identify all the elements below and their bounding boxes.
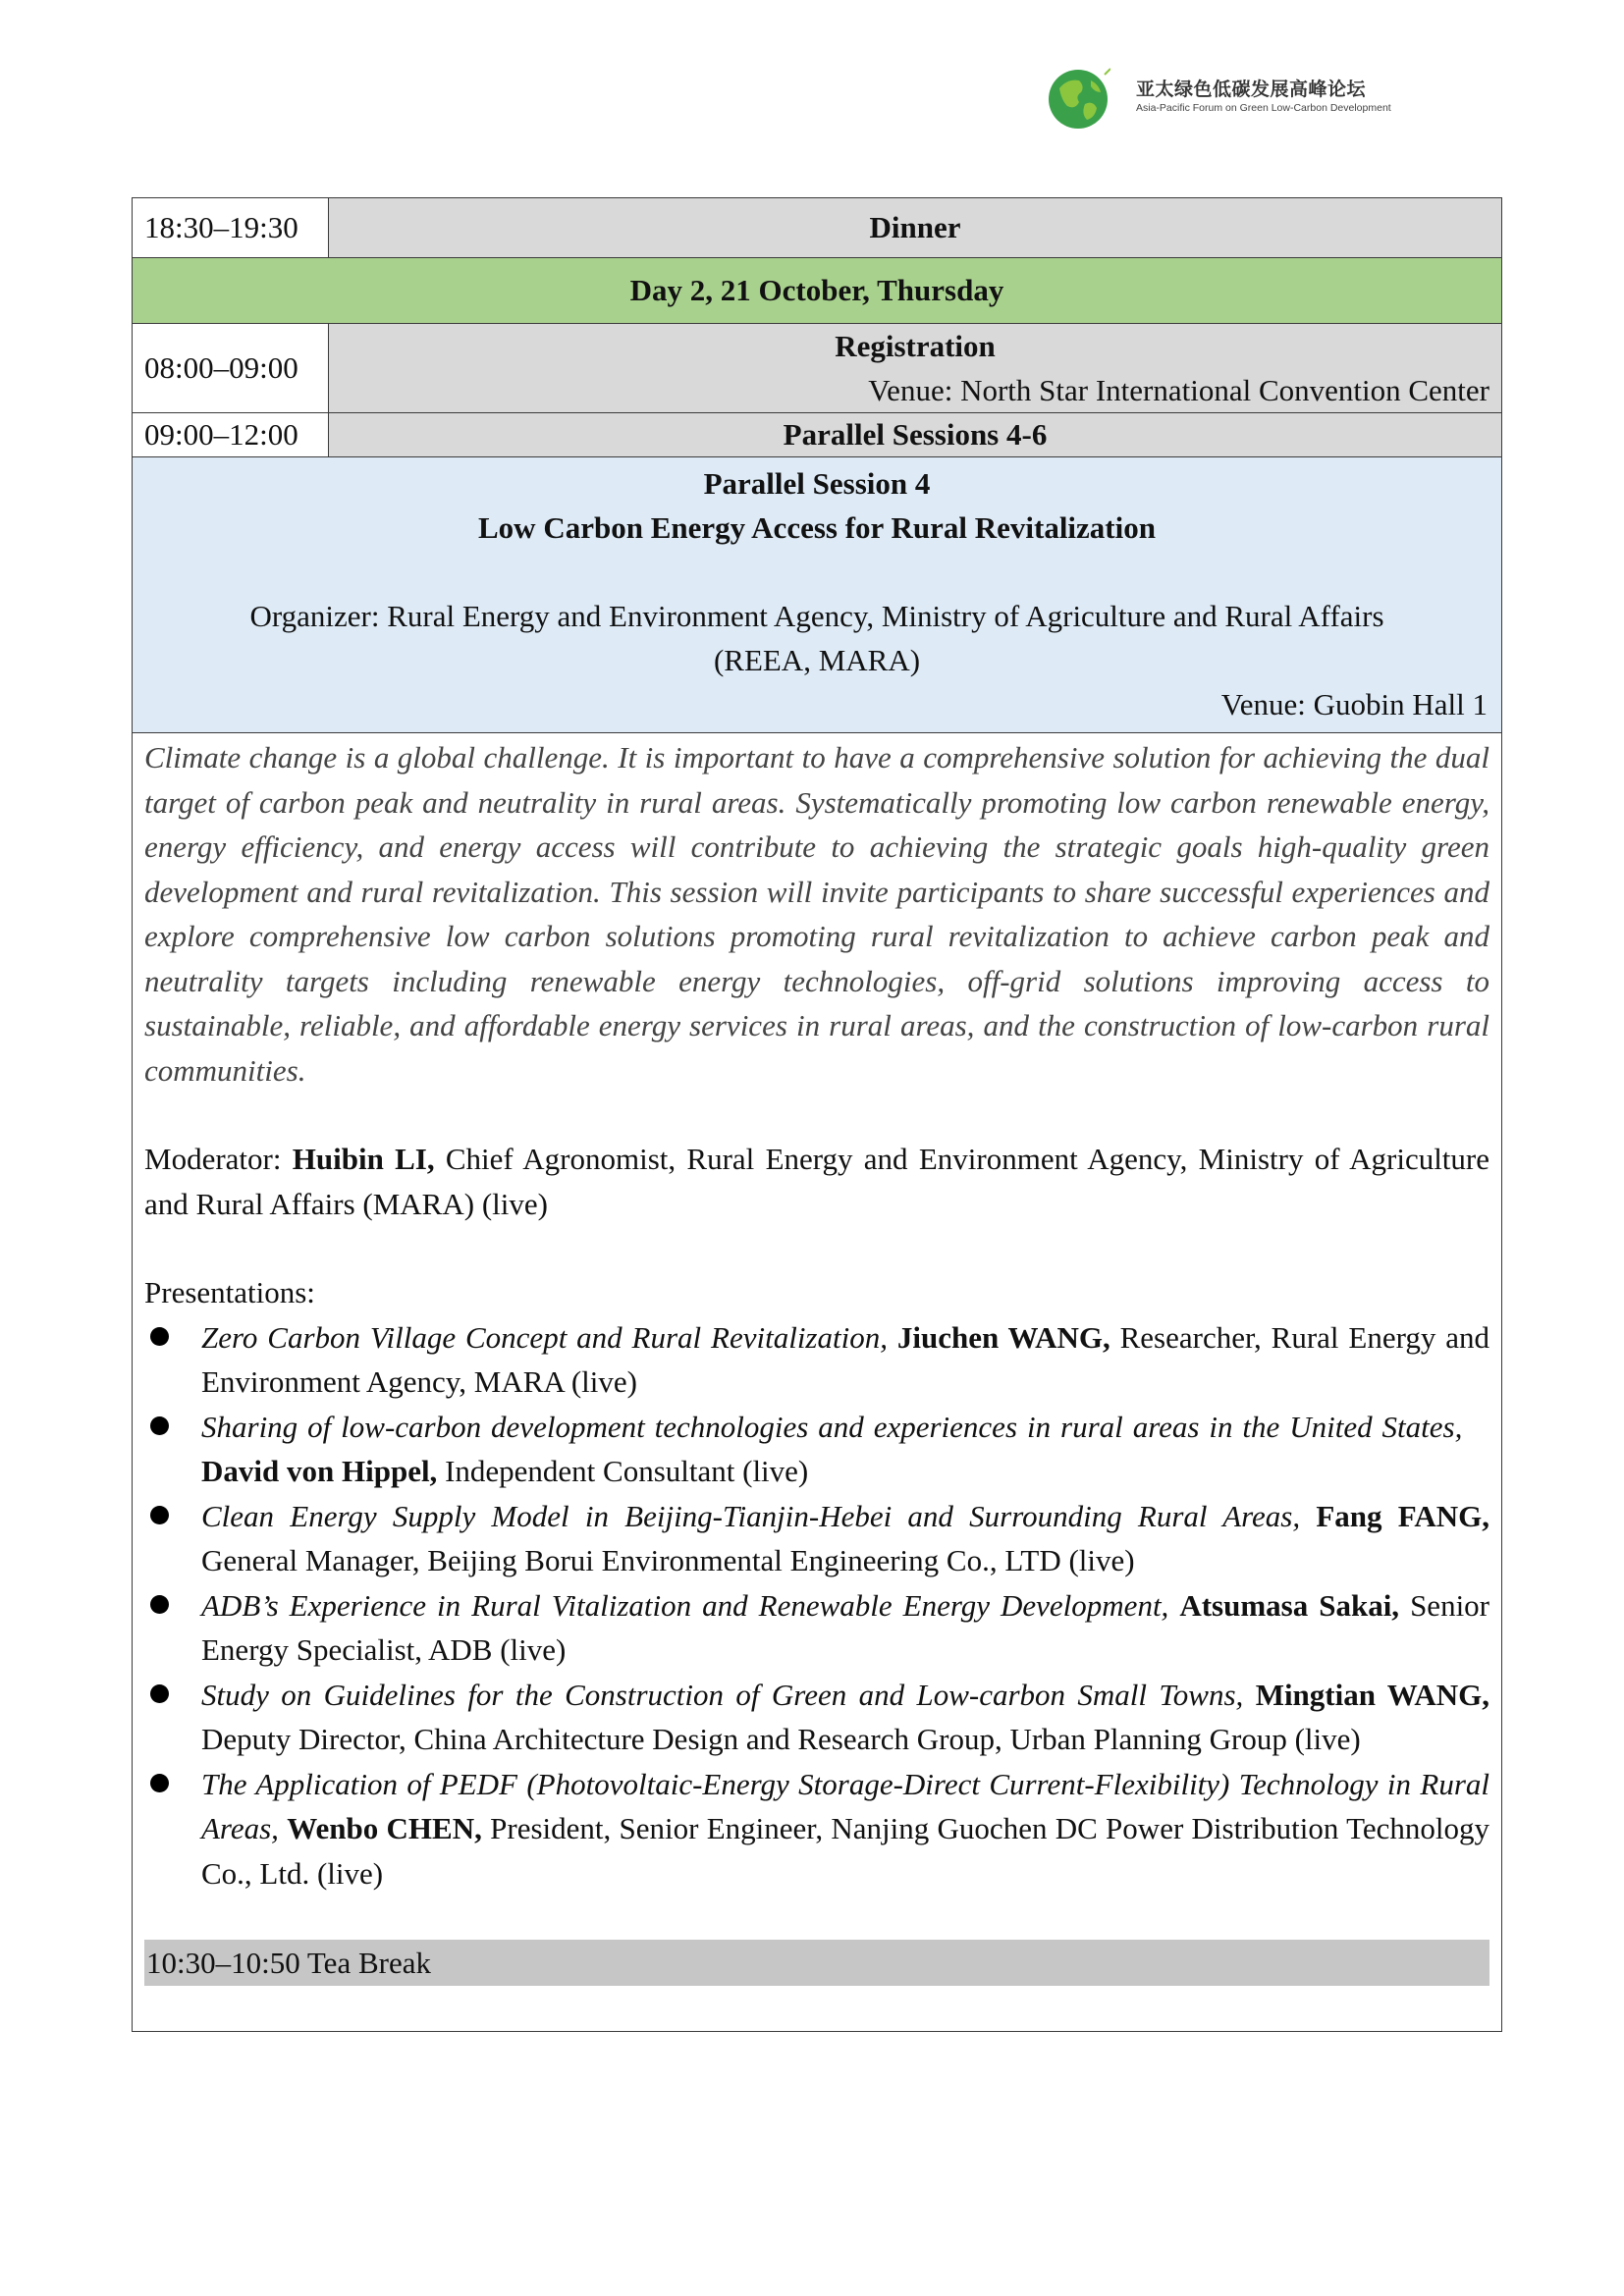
bullet-icon [150,1595,169,1614]
session-content-row [133,733,1502,2032]
parallel-time: 09:00–12:00 [133,413,329,457]
session-title: Parallel Session 4 [703,466,931,501]
dinner-title: Dinner [329,198,1502,258]
parallel-sessions-row [133,413,1502,457]
presentation-details: Independent Consultant (live) [445,1454,809,1488]
presentation-title: ADB’s Experience in Rural Vitalization and Renewable Energy Development, [201,1587,1169,1623]
presentation-speaker: Atsumasa Sakai, [1179,1587,1400,1623]
tea-break-bar: 10:30–10:50 Tea Break [144,1940,1489,1986]
registration-time: 08:00–09:00 [133,324,329,413]
session-organizer: Organizer: Rural Energy and Environment Agency, Ministry of Agriculture and Rural Affairs [249,599,1384,633]
moderator-label: Moderator: [144,1142,282,1176]
session-description: Climate change is a global challenge. It is important to have a comprehensive solution for achieving the dual target of carbon peak and neutrality in rural areas. Systematically promoting low carbon renewable energy, energy efficiency, and energy access will contribute to achieving the strategic goals high-quality green development and rural revitalization. This session will invite participants to share successful experiences and explore comprehensive low carbon solutions promoting rural revitalization to achieve carbon peak and neutrality targets including renewable energy technologies, off-grid solutions improving access to sustainable, reliable, and affordable energy services in rural areas, and the construction of low-carbon rural communities. [144,740,1489,1088]
presentation-title: Sharing of low-carbon development technologies and experiences in rural areas in the United States, [201,1409,1463,1444]
registration-row [133,324,1502,413]
presentation-speaker: Mingtian WANG, [1255,1677,1489,1712]
day-title: Day 2, 21 October, Thursday [133,258,1502,324]
bullet-icon [150,1327,169,1346]
parallel-title: Parallel Sessions 4-6 [329,413,1502,457]
presentation-title: The Application of PEDF (Photovoltaic-Energy Storage-Direct Current-Flexibility) Technology in Rural Areas, [201,1766,1489,1845]
registration-cell [329,324,1502,413]
logo-english-name: Asia-Pacific Forum on Green Low-Carbon Development [1136,102,1391,114]
presentation-speaker: David von Hippel, [201,1454,438,1488]
presentation-details: Researcher, Rural Energy and Environment Agency, MARA (live) [201,1319,1490,1399]
moderator-name: Huibin LI, [292,1142,435,1176]
presentations-list [144,1315,1489,1896]
presentations-label: Presentations: [144,1275,315,1309]
bullet-icon [150,1506,169,1524]
list-item [144,1762,1489,1896]
list-item [144,1583,1489,1673]
session-header-row [133,457,1502,733]
presentation-speaker: Wenbo CHEN, [287,1811,482,1845]
presentation-title: Study on Guidelines for the Construction of Green and Low-carbon Small Towns, [201,1677,1244,1712]
dinner-time: 18:30–19:30 [133,198,329,258]
presentation-title: Clean Energy Supply Model in Beijing-Tianjin-Hebei and Surrounding Rural Areas, [201,1498,1301,1533]
presentation-speaker: Fang FANG, [1316,1498,1490,1533]
presentation-details: President, Senior Engineer, Nanjing Guochen DC Power Distribution Technology Co., Ltd. (live) [201,1811,1489,1891]
presentation-title: Zero Carbon Village Concept and Rural Revitalization, [201,1319,888,1355]
logo-chinese-name: 亚太绿色低碳发展高峰论坛 [1136,79,1367,100]
presentation-details: Deputy Director, China Architecture Design and Research Group, Urban Planning Group (live) [201,1722,1361,1756]
bullet-icon [150,1416,169,1435]
presentation-details: Senior Energy Specialist, ADB (live) [201,1587,1489,1667]
session-organizer-abbr: (REEA, MARA) [713,643,921,677]
dinner-row [133,198,1502,258]
moderator-details: Chief Agronomist, Rural Energy and Environment Agency, Ministry of Agriculture and Rural Affairs (MARA) (live) [144,1142,1490,1221]
bullet-icon [150,1684,169,1703]
session-header [133,457,1502,733]
moderator-line [144,1137,1489,1226]
list-item [144,1494,1489,1583]
registration-title: Registration [835,329,996,363]
session-content [133,733,1502,2032]
globe-leaf-icon [1046,67,1110,132]
session-venue: Venue: Guobin Hall 1 [1220,687,1488,721]
bullet-icon [150,1774,169,1792]
list-item [144,1673,1489,1762]
session-subtitle: Low Carbon Energy Access for Rural Revitalization [478,510,1156,545]
presentation-speaker: Jiuchen WANG, [896,1319,1110,1355]
presentation-details: General Manager, Beijing Borui Environmental Engineering Co., LTD (live) [201,1543,1135,1577]
registration-venue: Venue: North Star International Convention Center [868,373,1489,407]
day-header-row [133,258,1502,324]
list-item [144,1405,1489,1494]
forum-logo [1046,67,1391,132]
list-item [144,1315,1489,1405]
agenda-table [132,197,1502,2032]
